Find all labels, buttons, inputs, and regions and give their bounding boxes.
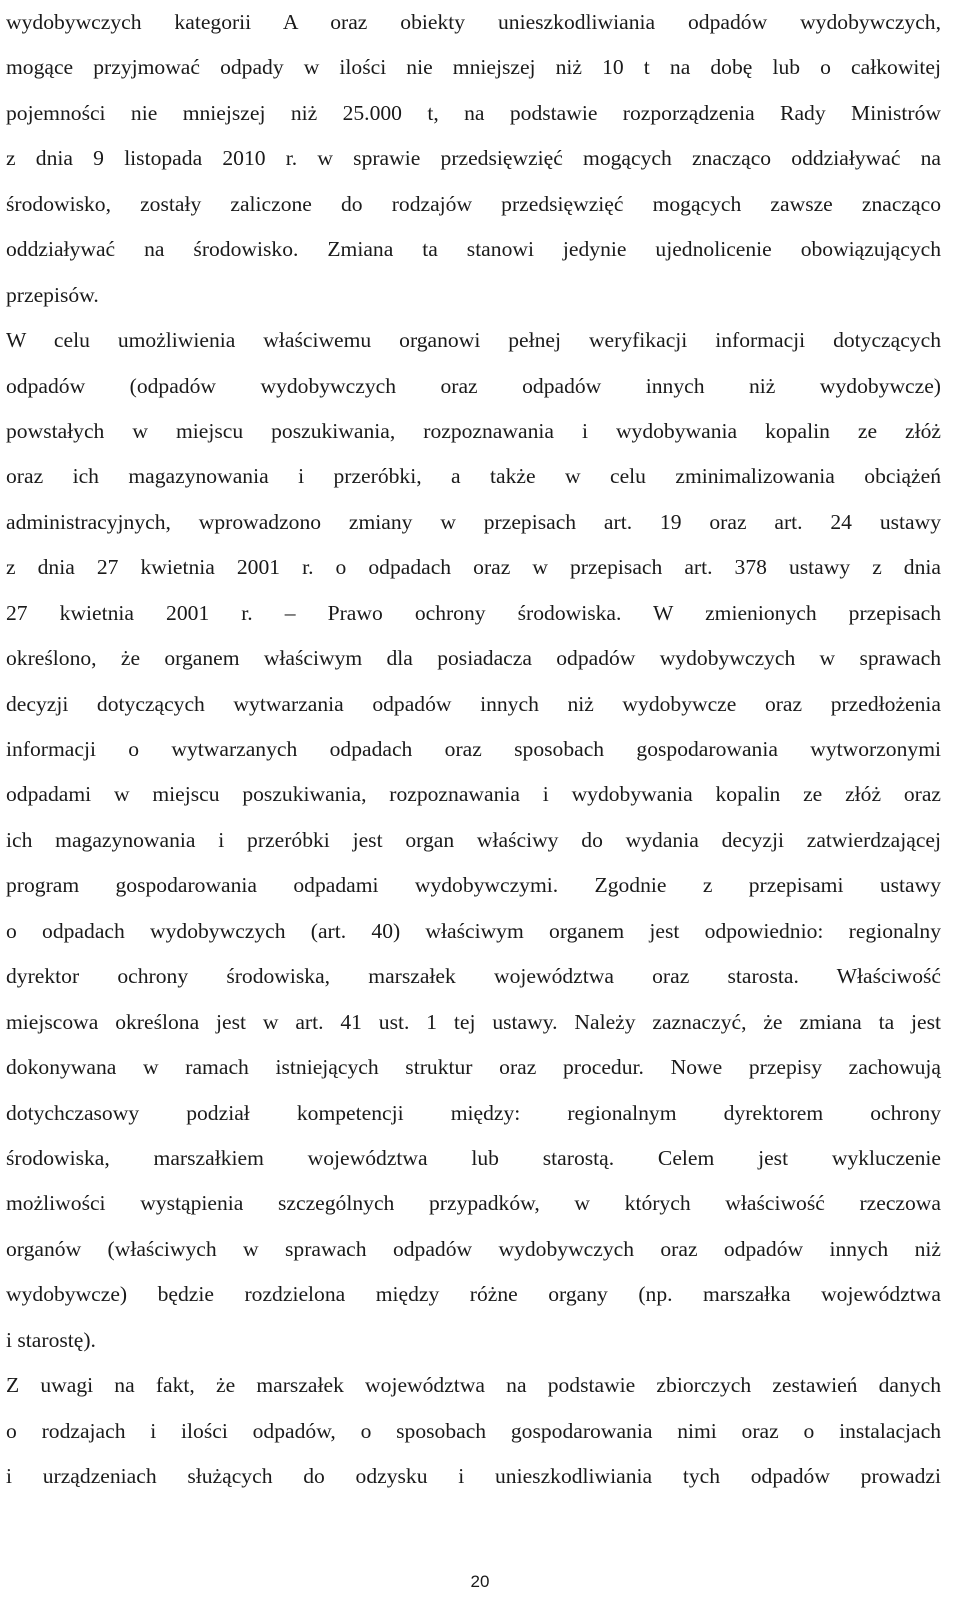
text-line: wydobywczych kategorii A oraz obiekty unieszkodliwiania odpadów wydobywczych,: [6, 10, 941, 34]
text-line: wydobywcze) będzie rozdzielona między różne organy (np. marszałka województwa: [6, 1282, 941, 1307]
text-line: dotychczasowy podział kompetencji między: regionalnym dyrektorem ochrony: [6, 1100, 941, 1125]
text-line: o odpadach wydobywczych (art. 40) właściwym organem jest odpowiednio: regionalny: [6, 918, 941, 943]
text-line: dokonywana w ramach istniejących struktur oraz procedur. Nowe przepisy zachowują: [6, 1055, 941, 1080]
text-line: oddziaływać na środowisko. Zmiana ta stanowi jedynie ujednolicenie obowiązujących: [6, 237, 941, 262]
text-line: środowiska, marszałkiem województwa lub starostą. Celem jest wykluczenie: [6, 1145, 941, 1170]
text-line: o rodzajach i ilości odpadów, o sposobach gospodarowania nimi oraz o instalacjach: [6, 1418, 941, 1443]
text-line: organów (właściwych w sprawach odpadów wydobywczych oraz odpadów innych niż: [6, 1236, 941, 1261]
text-line: odpadami w miejscu poszukiwania, rozpoznawania i wydobywania kopalin ze złóż oraz: [6, 782, 941, 807]
text-line: informacji o wytwarzanych odpadach oraz sposobach gospodarowania wytworzonymi: [6, 737, 941, 761]
text-line: oraz ich magazynowania i przeróbki, a także w celu zminimalizowania obciążeń: [6, 464, 941, 489]
text-line: W celu umożliwienia właściwemu organowi pełnej weryfikacji informacji dotyczących: [6, 328, 941, 353]
text-line: pojemności nie mniejszej niż 25.000 t, na podstawie rozporządzenia Rady Ministrów: [6, 100, 941, 125]
text-line: miejscowa określona jest w art. 41 ust. 1 tej ustawy. Należy zaznaczyć, że zmiana ta jest: [6, 1009, 941, 1034]
text-line: Z uwagi na fakt, że marszałek województwa na podstawie zbiorczych zestawień danych: [6, 1373, 941, 1398]
text-line: możliwości wystąpienia szczególnych przypadków, w których właściwość rzeczowa: [6, 1191, 941, 1216]
text-line: program gospodarowania odpadami wydobywczymi. Zgodnie z przepisami ustawy: [6, 873, 941, 898]
text-line: i starostę).: [6, 1327, 96, 1352]
text-line: określono, że organem właściwym dla posiadacza odpadów wydobywczych w sprawach: [6, 646, 941, 671]
text-line: przepisów.: [6, 282, 99, 307]
text-line: z dnia 27 kwietnia 2001 r. o odpadach oraz w przepisach art. 378 ustawy z dnia: [6, 555, 941, 580]
body-text: [6, 0, 941, 1499]
text-line: administracyjnych, wprowadzono zmiany w przepisach art. 19 oraz art. 24 ustawy: [6, 509, 941, 534]
page-number: 20: [470, 1572, 490, 1591]
text-line: środowisko, zostały zaliczone do rodzajów przedsięwzięć mogących zawsze znacząco: [6, 191, 941, 216]
text-line: z dnia 9 listopada 2010 r. w sprawie przedsięwzięć mogących znacząco oddziaływać na: [6, 146, 941, 171]
text-line: odpadów (odpadów wydobywczych oraz odpadów innych niż wydobywcze): [6, 373, 941, 398]
text-line: i urządzeniach służących do odzysku i unieszkodliwiania tych odpadów prowadzi: [6, 1464, 941, 1488]
text-line: decyzji dotyczących wytwarzania odpadów innych niż wydobywcze oraz przedłożenia: [6, 691, 941, 716]
text-line: ich magazynowania i przeróbki jest organ właściwy do wydania decyzji zatwierdzającej: [6, 827, 941, 852]
text-line: powstałych w miejscu poszukiwania, rozpoznawania i wydobywania kopalin ze złóż: [6, 418, 941, 443]
text-line: 27 kwietnia 2001 r. – Prawo ochrony środowiska. W zmienionych przepisach: [6, 600, 941, 625]
text-line: mogące przyjmować odpady w ilości nie mniejszej niż 10 t na dobę lub o całkowitej: [6, 55, 941, 80]
text-line: dyrektor ochrony środowiska, marszałek województwa oraz starosta. Właściwość: [6, 964, 941, 989]
